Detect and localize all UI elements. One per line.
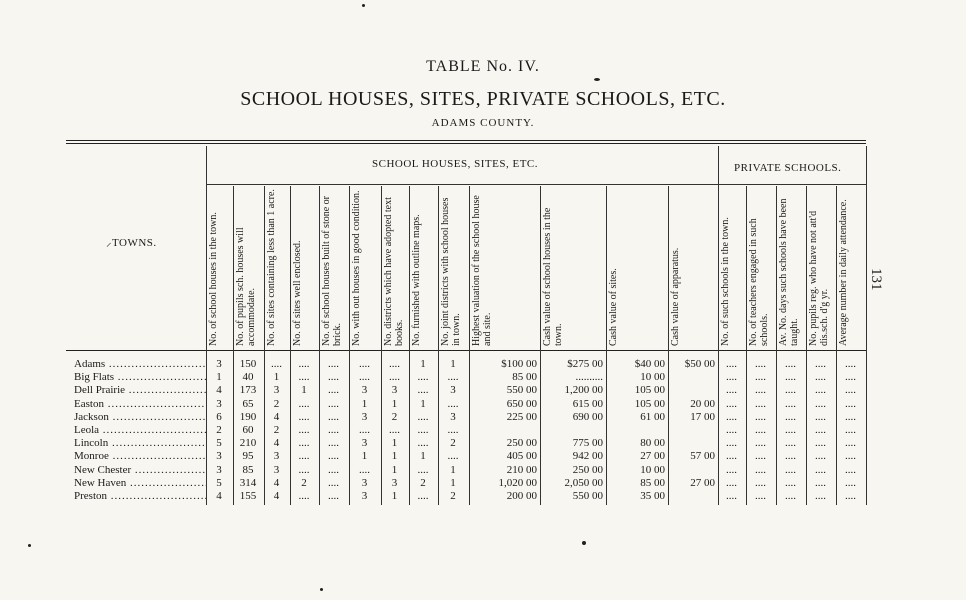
column-header xyxy=(440,186,467,346)
table-cell: 2 xyxy=(450,437,456,450)
table-cell: 1 xyxy=(391,490,398,502)
table-cell: 3 xyxy=(273,463,280,476)
table-cell: .... xyxy=(815,397,826,410)
table-cell: .... xyxy=(755,371,766,384)
table-cell: .... xyxy=(755,424,766,436)
table-cell: 2,050 00 xyxy=(564,476,603,489)
column-header xyxy=(838,186,864,346)
table-title: TABLE No. IV. xyxy=(426,58,540,75)
table-cell: 20 00 xyxy=(690,397,715,410)
group-rule-school xyxy=(206,184,718,185)
table-cell: .... xyxy=(447,397,459,410)
column-header xyxy=(351,186,379,346)
table-cell: .... xyxy=(359,371,370,384)
table-cell: 5 xyxy=(216,476,222,489)
column-header xyxy=(808,186,834,346)
column-header xyxy=(266,186,288,346)
group-header-private: PRIVATE SCHOOLS. xyxy=(734,162,842,174)
table-cell: 1 xyxy=(450,476,456,489)
table-cell: .... xyxy=(785,384,796,397)
table-cell: .... xyxy=(815,463,826,476)
column-header-text: Av. No. days such schools have been taught. xyxy=(778,198,800,346)
table-cell: 550 00 xyxy=(506,384,537,397)
table-cell: 615 00 xyxy=(572,397,603,410)
table-row xyxy=(0,424,966,436)
county-label: ADAMS COUNTY. xyxy=(431,117,535,129)
table-cell: .... xyxy=(359,463,370,476)
table-cell: .... xyxy=(298,450,310,463)
table-cell: 3 xyxy=(361,437,368,450)
town-name: New Chester ..... xyxy=(74,464,206,476)
table-cell: .... xyxy=(359,424,370,436)
ink-spot xyxy=(594,78,600,81)
table-row xyxy=(0,464,966,476)
table-cell: 3 xyxy=(391,476,398,489)
table-cell: 27 00 xyxy=(690,476,715,489)
table-cell: .... xyxy=(328,384,339,397)
table-cell: 3 xyxy=(450,410,456,423)
column-header-text: No. of sites well enclosed. xyxy=(292,240,303,346)
town-name: Leola ..... xyxy=(74,424,206,436)
table-cell: .... xyxy=(328,450,339,463)
table-cell: .... xyxy=(785,437,796,450)
ink-spot xyxy=(28,544,31,547)
table-cell: .... xyxy=(815,476,826,489)
table-cell: 3 xyxy=(216,463,222,476)
column-header-text: No. of such schools in the town. xyxy=(720,217,731,346)
group-rule-private xyxy=(718,184,866,185)
table-cell: .... xyxy=(359,358,370,370)
ink-spot xyxy=(362,4,365,7)
table-cell: 1,200 00 xyxy=(564,384,603,397)
table-cell: .... xyxy=(815,424,826,436)
table-cell: 314 xyxy=(239,476,257,489)
table-cell: 40 xyxy=(242,371,254,384)
towns-header-text: TOWNS. xyxy=(112,237,157,249)
table-cell: 1 xyxy=(391,437,398,450)
column-header xyxy=(292,186,317,346)
table-cell: .... xyxy=(845,358,856,370)
column-header xyxy=(471,186,538,346)
table-cell: 1 xyxy=(361,450,368,463)
table-cell: .... xyxy=(726,490,737,502)
table-cell: .... xyxy=(785,397,796,410)
town-name: Dell Prairie ..... xyxy=(74,384,206,396)
table-cell: .... xyxy=(298,424,310,436)
table-cell: .... xyxy=(417,410,429,423)
column-header xyxy=(235,186,262,346)
table-cell: $275 00 xyxy=(567,358,603,370)
table-cell: 95 xyxy=(242,450,254,463)
table-cell: 85 xyxy=(242,463,254,476)
table-cell: .... xyxy=(298,358,310,370)
table-cell: $40 00 xyxy=(634,358,665,370)
column-header-text: Cash value of school houses in the town. xyxy=(542,207,564,346)
table-cell: 17 00 xyxy=(690,410,715,423)
table-cell: .... xyxy=(845,397,856,410)
column-header xyxy=(748,186,774,346)
page-subtitle: SCHOOL HOUSES, SITES, PRIVATE SCHOOLS, ETC. xyxy=(240,88,726,110)
table-cell: 80 00 xyxy=(640,437,665,450)
table-cell: 1 xyxy=(301,384,307,397)
table-cell: 105 00 xyxy=(634,397,665,410)
table-cell: .... xyxy=(389,424,400,436)
table-cell: 35 00 xyxy=(640,490,665,502)
table-row xyxy=(0,437,966,449)
table-cell: 1 xyxy=(450,463,456,476)
town-name: Jackson ..... xyxy=(74,411,206,423)
table-row xyxy=(0,450,966,462)
table-cell: .... xyxy=(726,476,737,489)
table-cell: 3 xyxy=(391,384,398,397)
table-cell: 775 00 xyxy=(572,437,603,450)
table-cell: 3 xyxy=(361,384,368,397)
table-cell: .... xyxy=(785,450,796,463)
table-cell: .... xyxy=(417,424,429,436)
table-cell: 10 00 xyxy=(640,371,665,384)
table-cell: 200 00 xyxy=(506,490,537,502)
table-cell: 2 xyxy=(391,410,398,423)
column-header-text: No. of teachers engaged in such schools. xyxy=(748,218,770,346)
table-cell: 4 xyxy=(216,490,222,502)
table-cell: .... xyxy=(755,476,766,489)
ink-spot xyxy=(320,588,323,591)
table-cell: .... xyxy=(755,397,766,410)
column-header xyxy=(608,186,666,346)
column-header xyxy=(542,186,604,346)
ink-spot xyxy=(582,541,586,545)
table-cell: 6 xyxy=(216,410,222,423)
table-cell: .... xyxy=(815,384,826,397)
table-cell: .... xyxy=(298,437,310,450)
column-header-text: No. of sites containing less than 1 acre. xyxy=(266,189,277,346)
table-cell: 3 xyxy=(361,410,368,423)
town-name: New Haven ..... xyxy=(74,477,206,489)
column-header xyxy=(411,186,436,346)
table-row xyxy=(0,490,966,502)
table-cell: .... xyxy=(755,490,766,502)
table-cell: .... xyxy=(785,358,796,370)
table-cell: 1 xyxy=(216,371,222,384)
table-cell: 942 00 xyxy=(572,450,603,463)
table-cell: .... xyxy=(755,410,766,423)
column-header-text: Highest valuation of the school house and site. xyxy=(471,195,493,346)
table-cell: 3 xyxy=(361,476,368,489)
table-cell: 650 00 xyxy=(506,397,537,410)
table-cell: .... xyxy=(298,371,310,384)
table-cell: 690 00 xyxy=(572,410,603,423)
table-cell: 250 00 xyxy=(506,437,537,450)
table-cell: .... xyxy=(755,358,766,370)
table-cell: .... xyxy=(447,450,459,463)
table-cell: .... xyxy=(815,450,826,463)
table-cell: 4 xyxy=(216,384,222,397)
table-cell: $100 00 xyxy=(501,358,537,370)
column-header-text: No. pupils reg. who have not att'd dis.sch. d'g yr. xyxy=(808,210,830,346)
column-header-text: Cash value of sites. xyxy=(608,268,619,346)
table-cell: 2 xyxy=(420,476,426,489)
table-cell: .... xyxy=(845,371,856,384)
table-cell: .... xyxy=(328,476,339,489)
column-header-text: No. with out houses in good condition. xyxy=(351,190,362,346)
table-cell: .... xyxy=(417,490,429,502)
table-cell: .... xyxy=(726,384,737,397)
table-cell: .... xyxy=(447,371,459,384)
table-cell: 2 xyxy=(301,476,307,489)
table-cell: .... xyxy=(845,490,856,502)
column-header-text: Average number in daily attendance. xyxy=(838,199,849,346)
table-cell: .... xyxy=(845,450,856,463)
table-cell: 3 xyxy=(216,450,222,463)
column-header-text: No. districts which have adopted text books. xyxy=(383,197,405,346)
table-cell: 2 xyxy=(216,424,222,436)
table-cell: .... xyxy=(845,476,856,489)
table-cell: .... xyxy=(726,371,737,384)
table-cell: 61 00 xyxy=(640,410,665,423)
table-cell: .... xyxy=(815,358,826,370)
table-cell: .... xyxy=(328,397,339,410)
table-cell: .... xyxy=(726,450,737,463)
table-cell: 1,020 00 xyxy=(498,476,537,489)
table-cell: 4 xyxy=(273,410,280,423)
table-cell: .... xyxy=(785,463,796,476)
table-cell: 225 00 xyxy=(506,410,537,423)
table-cell: .... xyxy=(417,371,429,384)
table-cell: 190 xyxy=(239,410,257,423)
column-header-text: Cash value of apparatus. xyxy=(670,247,681,346)
table-cell: 65 xyxy=(242,397,254,410)
table-cell: .... xyxy=(845,424,856,436)
top-rule-2 xyxy=(66,143,866,144)
table-cell: 85 00 xyxy=(640,476,665,489)
table-cell: .... xyxy=(726,397,737,410)
table-cell: 4 xyxy=(273,476,280,489)
table-cell: .... xyxy=(815,371,826,384)
table-cell: .... xyxy=(815,410,826,423)
table-cell: 5 xyxy=(216,437,222,450)
table-row xyxy=(0,398,966,410)
table-cell: .... xyxy=(845,410,856,423)
table-cell: 85 00 xyxy=(512,371,537,384)
table-cell: 105 00 xyxy=(634,384,665,397)
table-cell: .... xyxy=(298,397,310,410)
table-cell: .... xyxy=(328,437,339,450)
table-cell: 57 00 xyxy=(690,450,715,463)
town-name: Adams ..... xyxy=(74,358,206,370)
top-rule-1 xyxy=(66,140,866,141)
table-cell: 4 xyxy=(273,490,280,502)
table-cell: .... xyxy=(328,490,339,502)
column-header xyxy=(383,186,407,346)
table-cell: 1 xyxy=(450,358,456,370)
table-cell: 60 xyxy=(242,424,254,436)
table-cell: .... xyxy=(755,384,766,397)
table-cell: 1 xyxy=(391,450,398,463)
table-row xyxy=(0,477,966,489)
table-cell: .... xyxy=(755,463,766,476)
column-header xyxy=(778,186,804,346)
table-cell: .... xyxy=(785,371,796,384)
table-cell: .......... xyxy=(575,371,603,384)
table-cell: 1 xyxy=(420,397,426,410)
table-row xyxy=(0,358,966,370)
table-cell: 3 xyxy=(216,358,222,370)
table-cell: 173 xyxy=(239,384,257,397)
table-cell: 1 xyxy=(420,450,426,463)
table-cell: .... xyxy=(755,450,766,463)
table-cell: 250 00 xyxy=(572,463,603,476)
table-cell: 405 00 xyxy=(506,450,537,463)
table-cell: .... xyxy=(726,358,737,370)
table-cell: .... xyxy=(785,410,796,423)
town-name: Preston ..... xyxy=(74,490,206,502)
table-cell: 3 xyxy=(273,384,280,397)
table-cell: .... xyxy=(328,371,339,384)
table-cell: 1 xyxy=(361,397,368,410)
table-cell: .... xyxy=(417,463,429,476)
table-cell: .... xyxy=(845,463,856,476)
table-cell: 2 xyxy=(273,424,280,436)
table-cell: $50 00 xyxy=(684,358,715,370)
table-cell: 3 xyxy=(273,450,280,463)
table-cell: 150 xyxy=(239,358,257,370)
column-header-text: No. furnished with outline maps. xyxy=(411,214,422,346)
table-cell: .... xyxy=(417,437,429,450)
column-header xyxy=(321,186,347,346)
table-cell: 210 xyxy=(239,437,257,450)
table-cell: 2 xyxy=(450,490,456,502)
table-cell: 3 xyxy=(216,397,222,410)
column-header-text: No. of school houses in the town. xyxy=(208,212,219,346)
table-cell: 3 xyxy=(450,384,456,397)
table-cell: .... xyxy=(845,384,856,397)
towns-marker: ⸝ xyxy=(106,237,112,249)
column-header-text: No. joint districts with school houses in town. xyxy=(440,197,462,346)
table-cell: 550 00 xyxy=(572,490,603,502)
table-cell: .... xyxy=(328,424,339,436)
table-cell: .... xyxy=(815,437,826,450)
table-cell: 10 00 xyxy=(640,463,665,476)
table-cell: .... xyxy=(328,463,339,476)
table-cell: .... xyxy=(785,476,796,489)
table-cell: .... xyxy=(417,384,429,397)
column-header-text: No. of school houses built of stone or brick. xyxy=(321,196,343,346)
table-cell: 155 xyxy=(239,490,257,502)
table-cell: 2 xyxy=(273,397,280,410)
town-name: Lincoln ..... xyxy=(74,437,206,449)
column-header-text: No. of pupils sch. houses will accommodate. xyxy=(235,227,257,346)
table-cell: .... xyxy=(298,410,310,423)
table-cell: .... xyxy=(785,490,796,502)
table-row xyxy=(0,411,966,423)
table-cell: .... xyxy=(755,437,766,450)
table-cell: .... xyxy=(328,358,339,370)
column-header xyxy=(720,186,744,346)
group-header-school: SCHOOL HOUSES, SITES, ETC. xyxy=(372,158,538,170)
table-cell: .... xyxy=(815,490,826,502)
table-cell: .... xyxy=(447,424,459,436)
table-cell: 4 xyxy=(273,437,280,450)
table-row xyxy=(0,384,966,396)
town-name: Big Flats ..... xyxy=(74,371,206,383)
table-cell: .... xyxy=(271,358,282,370)
towns-header xyxy=(106,235,157,250)
table-cell: .... xyxy=(389,358,400,370)
table-cell: 210 00 xyxy=(506,463,537,476)
table-cell: .... xyxy=(726,410,737,423)
town-name: Monroe ..... xyxy=(74,450,206,462)
table-cell: .... xyxy=(726,424,737,436)
table-cell: 1 xyxy=(420,358,426,370)
table-cell: .... xyxy=(845,437,856,450)
table-cell: 3 xyxy=(361,490,368,502)
table-cell: .... xyxy=(328,410,339,423)
table-cell: 1 xyxy=(391,397,398,410)
table-cell: .... xyxy=(389,371,400,384)
table-cell: .... xyxy=(726,437,737,450)
table-cell: .... xyxy=(726,463,737,476)
table-cell: .... xyxy=(785,424,796,436)
table-cell: 1 xyxy=(273,371,280,384)
table-cell: .... xyxy=(298,490,310,502)
table-cell: 27 00 xyxy=(640,450,665,463)
page-number: 131 xyxy=(868,268,884,291)
column-header xyxy=(670,186,716,346)
table-row xyxy=(0,371,966,383)
town-name: Easton ..... xyxy=(74,398,206,410)
table-cell: .... xyxy=(298,463,310,476)
column-header xyxy=(208,186,231,346)
table-cell: 1 xyxy=(391,463,398,476)
